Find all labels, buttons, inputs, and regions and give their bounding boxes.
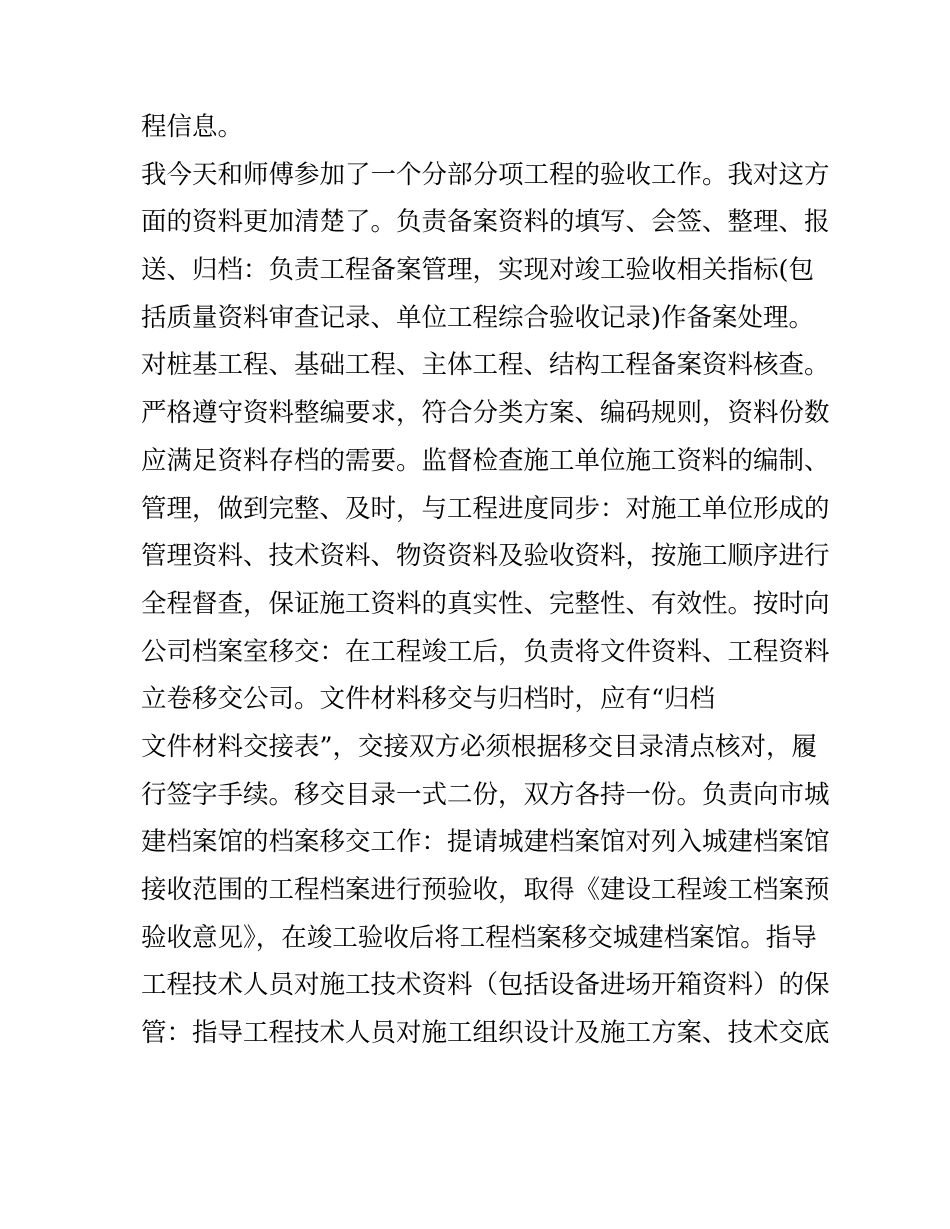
text-line: 管理资料、技术资料、物资资料及验收资料，按施工顺序进行 bbox=[141, 541, 830, 572]
text-line: 全程督查，保证施工资料的真实性、完整性、有效性。按时向 bbox=[141, 588, 830, 619]
text-line: 程信息。 bbox=[141, 112, 244, 142]
text-line: 工程技术人员对施工技术资料（包括设备进场开箱资料）的保 bbox=[141, 970, 830, 1001]
text-line: 管理，做到完整、及时，与工程进度同步：对施工单位形成的 bbox=[141, 493, 830, 524]
text-line: 建档案馆的档案移交工作：提请城建档案馆对列入城建档案馆 bbox=[141, 827, 830, 858]
text-line: 立卷移交公司。文件材料移交与归档时，应有“归档 bbox=[141, 684, 716, 715]
text-line: 文件材料交接表”，交接双方必须根据移交目录清点核对，履 bbox=[141, 731, 818, 762]
text-line: 我今天和师傅参加了一个分部分项工程的验收工作。我对这方 bbox=[141, 159, 830, 190]
text-line: 管：指导工程技术人员对施工组织设计及施工方案、技术交底 bbox=[141, 1018, 830, 1049]
text-line: 对桩基工程、基础工程、主体工程、结构工程备案资料核查。 bbox=[141, 350, 830, 381]
text-line: 公司档案室移交：在工程竣工后，负责将文件资料、工程资料 bbox=[141, 636, 830, 667]
text-line: 括质量资料审查记录、单位工程综合验收记录)作备案处理。 bbox=[141, 302, 814, 333]
text-line: 接收范围的工程档案进行预验收，取得《建设工程竣工档案预 bbox=[141, 875, 830, 905]
body-text bbox=[141, 104, 830, 1058]
text-line: 应满足资料存档的需要。监督检查施工单位施工资料的编制、 bbox=[141, 445, 830, 476]
text-line: 行签字手续。移交目录一式二份，双方各持一份。负责向市城 bbox=[141, 779, 830, 810]
text-line: 送、归档：负责工程备案管理，实现对竣工验收相关指标(包 bbox=[141, 255, 814, 286]
text-line: 面的资料更加清楚了。负责备案资料的填写、会签、整理、报 bbox=[141, 207, 830, 238]
text-line: 验收意见》，在竣工验收后将工程档案移交城建档案馆。指导 bbox=[141, 922, 817, 953]
text-line: 严格遵守资料整编要求，符合分类方案、编码规则，资料份数 bbox=[141, 398, 830, 429]
